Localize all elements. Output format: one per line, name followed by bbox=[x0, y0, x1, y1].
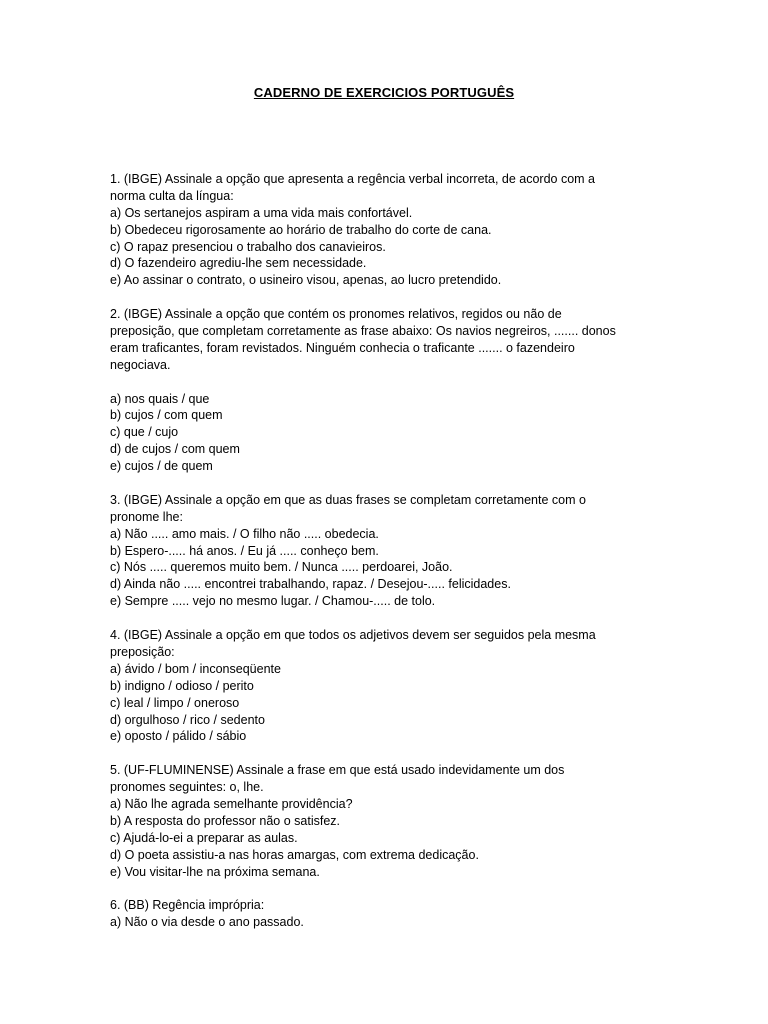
question-stem-line: pronomes seguintes: o, lhe. bbox=[110, 780, 264, 795]
answer-option-c: c) leal / limpo / oneroso bbox=[110, 695, 240, 710]
spacer bbox=[110, 289, 670, 306]
answer-option-c: c) Ajudá-lo-ei a preparar as aulas. bbox=[110, 830, 298, 845]
question-3 bbox=[110, 492, 670, 610]
answer-option-c: c) Nós ..... queremos muito bem. / Nunca ..... perdoarei, João. bbox=[110, 560, 453, 575]
question-stem-line: norma culta da língua: bbox=[110, 188, 234, 203]
document-title: CADERNO DE EXERCICIOS PORTUGUÊS bbox=[253, 85, 515, 100]
question-stem-line: negociava. bbox=[110, 357, 171, 372]
answer-option-d: d) O poeta assistiu-a nas horas amargas, com extrema dedicação. bbox=[110, 847, 479, 862]
answer-option-a: a) Não ..... amo mais. / O filho não ..... obedecia. bbox=[110, 526, 379, 541]
spacer bbox=[110, 374, 670, 391]
answer-option-b: b) Obedeceu rigorosamente ao horário de trabalho do corte de cana. bbox=[110, 222, 492, 237]
question-5 bbox=[110, 762, 670, 880]
question-stem-line: 6. (BB) Regência imprópria: bbox=[110, 898, 265, 913]
answer-option-d: d) orgulhoso / rico / sedento bbox=[110, 712, 265, 727]
answer-option-c: c) O rapaz presenciou o trabalho dos canavieiros. bbox=[110, 239, 386, 254]
spacer bbox=[110, 610, 670, 627]
question-stem-line: 1. (IBGE) Assinale a opção que apresenta a regência verbal incorreta, de acordo com a bbox=[110, 172, 596, 186]
spacer bbox=[110, 475, 670, 492]
question-4 bbox=[110, 627, 670, 745]
question-6 bbox=[110, 897, 670, 931]
answer-option-b: b) Espero-..... há anos. / Eu já ..... conheço bem. bbox=[110, 543, 379, 558]
answer-option-a: a) Não o via desde o ano passado. bbox=[110, 915, 304, 930]
question-stem-line: eram traficantes, foram revistados. Ninguém conhecia o traficante ....... o fazendeiro bbox=[110, 340, 575, 355]
answer-option-d: d) de cujos / com quem bbox=[110, 442, 240, 457]
answer-option-a: a) nos quais / que bbox=[110, 391, 210, 406]
spacer bbox=[110, 745, 670, 762]
question-stem-line: 3. (IBGE) Assinale a opção em que as duas frases se completam corretamente com o bbox=[110, 492, 586, 507]
exercise-list bbox=[110, 171, 670, 931]
answer-option-a: a) Os sertanejos aspiram a uma vida mais confortável. bbox=[110, 205, 413, 220]
answer-option-d: d) Ainda não ..... encontrei trabalhando, rapaz. / Desejou-..... felicidades. bbox=[110, 577, 511, 592]
question-1 bbox=[110, 171, 670, 289]
answer-option-a: a) ávido / bom / inconseqüente bbox=[110, 661, 281, 676]
question-stem-line: 4. (IBGE) Assinale a opção em que todos os adjetivos devem ser seguidos pela mesma bbox=[110, 628, 596, 643]
answer-option-e: e) oposto / pálido / sábio bbox=[110, 729, 247, 744]
question-2 bbox=[110, 306, 670, 475]
answer-option-a: a) Não lhe agrada semelhante providência? bbox=[110, 796, 353, 811]
spacer bbox=[110, 880, 670, 897]
answer-option-c: c) que / cujo bbox=[110, 425, 179, 440]
answer-option-d: d) O fazendeiro agrediu-lhe sem necessidade. bbox=[110, 256, 367, 271]
question-stem-line: 5. (UF-FLUMINENSE) Assinale a frase em que está usado indevidamente um dos bbox=[110, 763, 565, 778]
answer-option-e: e) Vou visitar-lhe na próxima semana. bbox=[110, 864, 320, 879]
question-stem-line: preposição: bbox=[110, 644, 175, 659]
answer-option-e: e) Ao assinar o contrato, o usineiro visou, apenas, ao lucro pretendido. bbox=[110, 273, 502, 288]
question-stem-line: 2. (IBGE) Assinale a opção que contém os pronomes relativos, regidos ou não de bbox=[110, 307, 562, 322]
answer-option-b: b) indigno / odioso / perito bbox=[110, 678, 254, 693]
answer-option-e: e) Sempre ..... vejo no mesmo lugar. / Chamou-..... de tolo. bbox=[110, 594, 436, 609]
answer-option-e: e) cujos / de quem bbox=[110, 459, 213, 474]
question-stem-line: pronome lhe: bbox=[110, 509, 183, 524]
question-stem-line: preposição, que completam corretamente as frase abaixo: Os navios negreiros, ....... donos bbox=[110, 324, 616, 339]
answer-option-b: b) cujos / com quem bbox=[110, 408, 223, 423]
answer-option-b: b) A resposta do professor não o satisfez. bbox=[110, 813, 340, 828]
